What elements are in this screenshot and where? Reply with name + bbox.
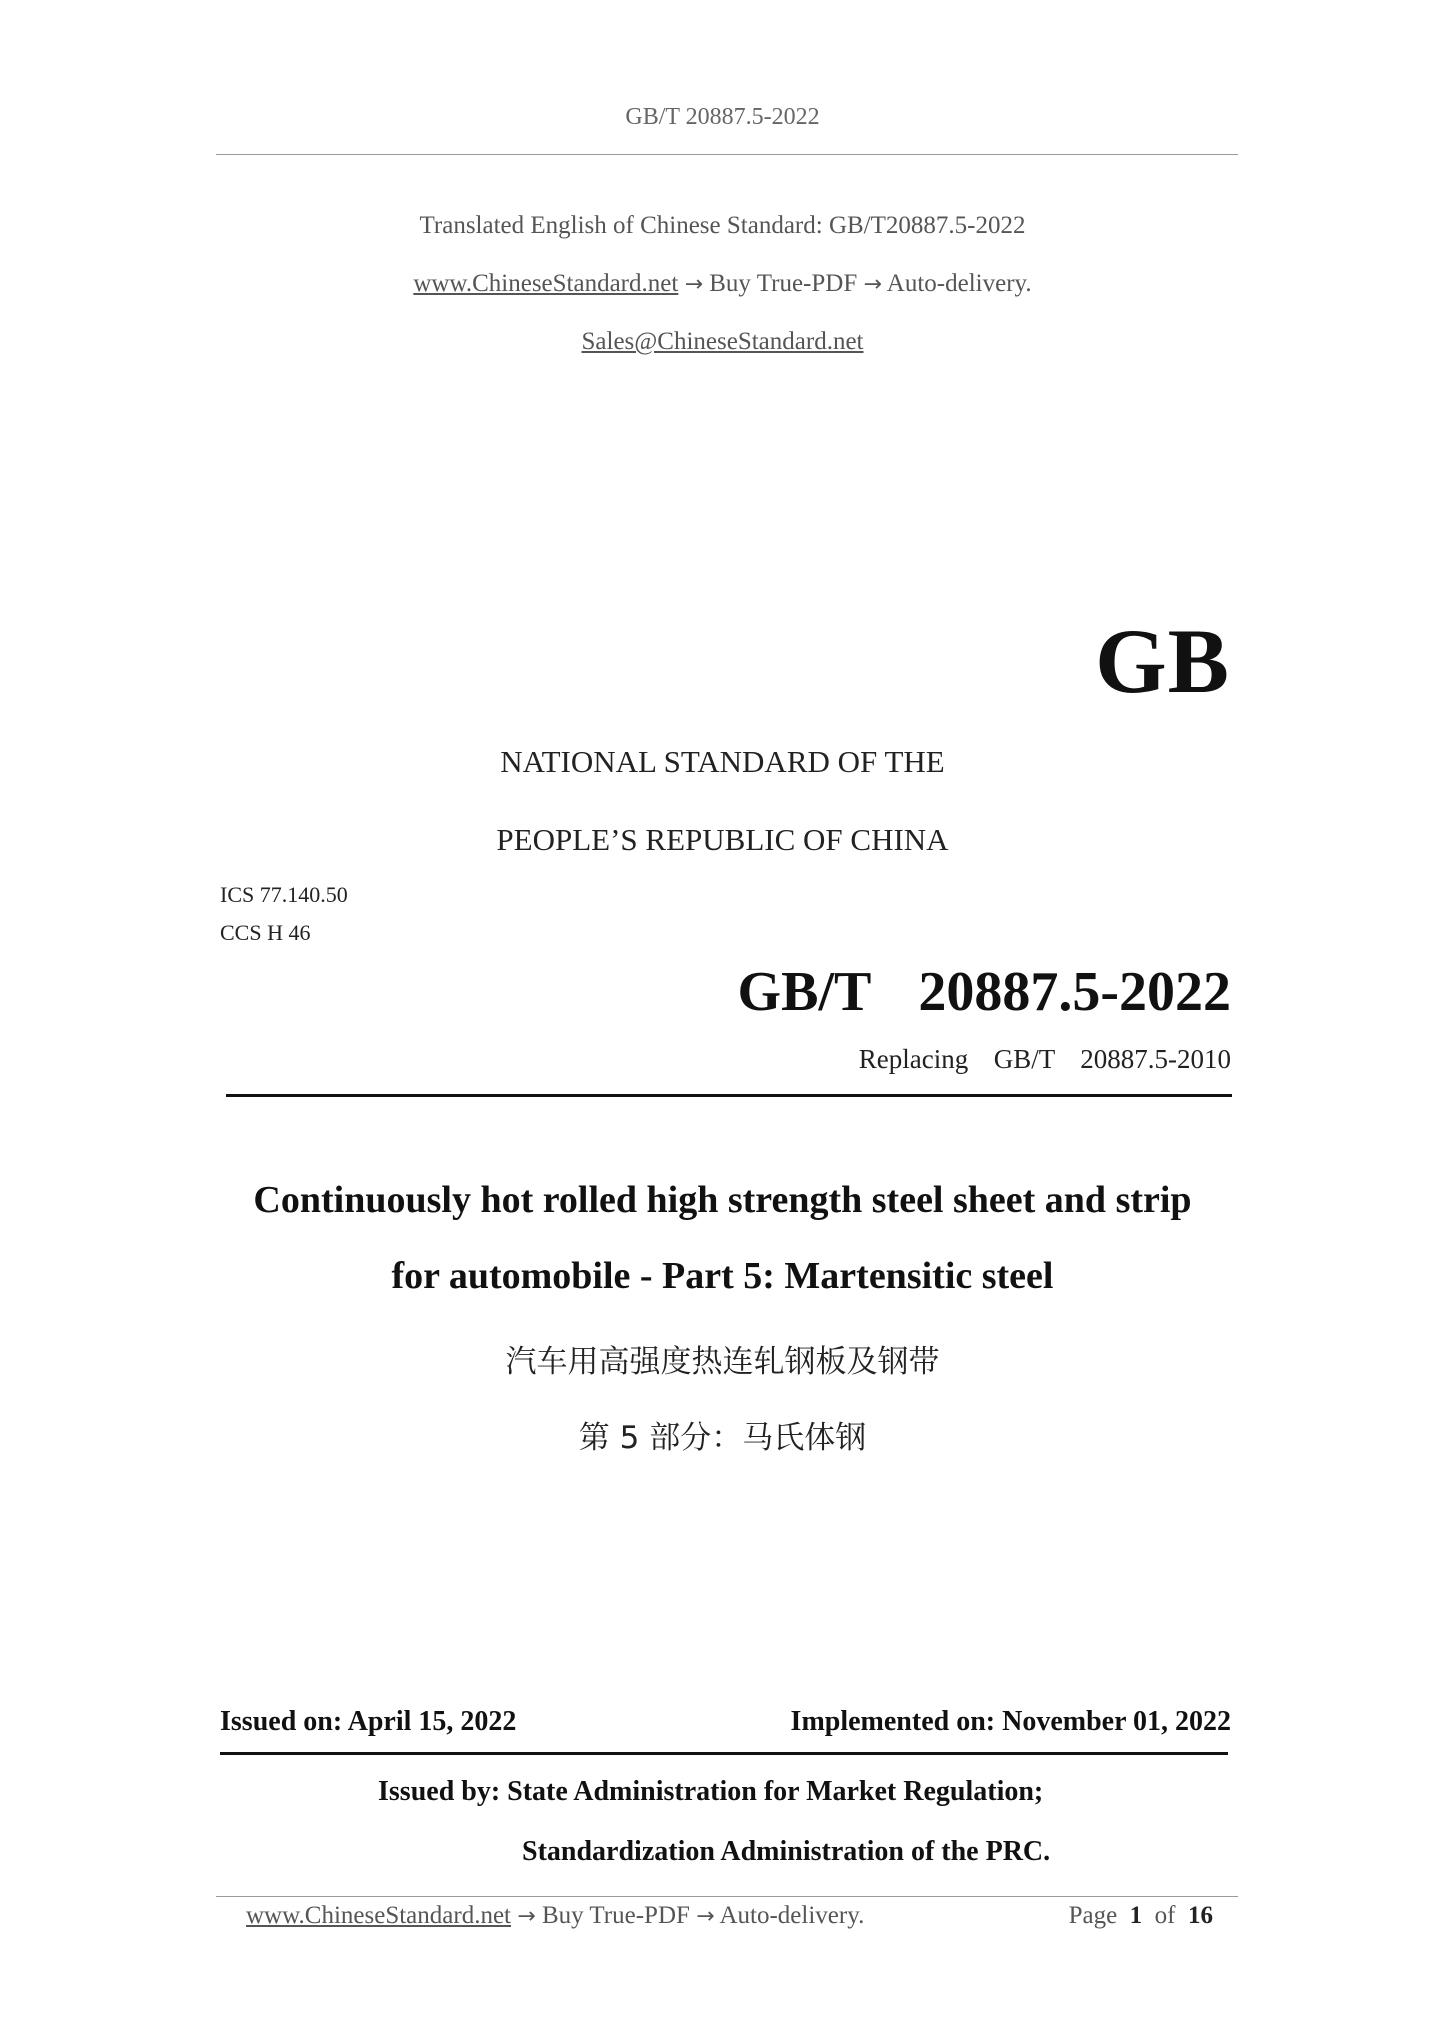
buy-true-pdf-text: Buy True-PDF [709, 270, 858, 297]
page-of-label: of [1154, 1902, 1176, 1929]
page-indicator [1069, 1902, 1213, 1930]
arrow-right-icon: → [863, 272, 882, 297]
title-chinese-line2: 第 5 部分：马氏体钢 [578, 1420, 867, 1456]
national-standard-line1: NATIONAL STANDARD OF THE [500, 744, 945, 779]
footer-divider [216, 1896, 1238, 1897]
national-standard-line2: PEOPLE’S REPUBLIC OF CHINA [496, 822, 949, 857]
running-header: GB/T 20887.5-2022 [625, 104, 820, 130]
implemented-on-date: Implemented on: November 01, 2022 [790, 1706, 1231, 1737]
standard-number: GB/T 20887.5-2022 [737, 961, 1231, 1023]
title-chinese-line1: 汽车用高强度热连轧钢板及钢带 [505, 1344, 940, 1380]
arrow-right-icon: → [517, 1904, 536, 1929]
header-divider [216, 154, 1238, 155]
auto-delivery-text: Auto-delivery. [886, 270, 1032, 297]
sales-email-link[interactable]: Sales@ChineseStandard.net [581, 328, 864, 355]
site-link[interactable]: www.ChineseStandard.net [413, 270, 679, 297]
arrow-right-icon: → [684, 272, 703, 297]
issued-on-date: Issued on: April 15, 2022 [220, 1706, 517, 1737]
page-label: Page [1068, 1902, 1118, 1929]
footer-links [246, 1902, 864, 1930]
ics-code: ICS 77.140.50 [220, 882, 348, 907]
promo-buy-line [0, 270, 1445, 298]
footer-site-link[interactable]: www.ChineseStandard.net [246, 1902, 511, 1929]
title-divider [226, 1094, 1232, 1097]
promo-email-line [0, 328, 1445, 356]
gb-mark: GB [1095, 610, 1230, 712]
ccs-code: CCS H 46 [220, 920, 311, 945]
title-english-line1: Continuously hot rolled high strength steel sheet and strip [253, 1179, 1192, 1221]
page-total: 16 [1188, 1902, 1213, 1929]
footer-buy-true-pdf-text: Buy True-PDF [541, 1902, 690, 1929]
issued-by-line1: Issued by: State Administration for Market Regulation; [378, 1776, 1044, 1807]
arrow-right-icon: → [696, 1904, 715, 1929]
replacing-standard: Replacing GB/T 20887.5-2010 [858, 1044, 1231, 1074]
page-current: 1 [1129, 1902, 1143, 1929]
title-english-line2: for automobile - Part 5: Martensitic steel [391, 1255, 1054, 1297]
dates-divider [220, 1752, 1228, 1755]
footer-auto-delivery-text: Auto-delivery. [719, 1902, 865, 1929]
promo-translation-line: Translated English of Chinese Standard: GB/T20887.5-2022 [419, 212, 1026, 239]
issued-by-line2: Standardization Administration of the PRC. [522, 1836, 1051, 1867]
